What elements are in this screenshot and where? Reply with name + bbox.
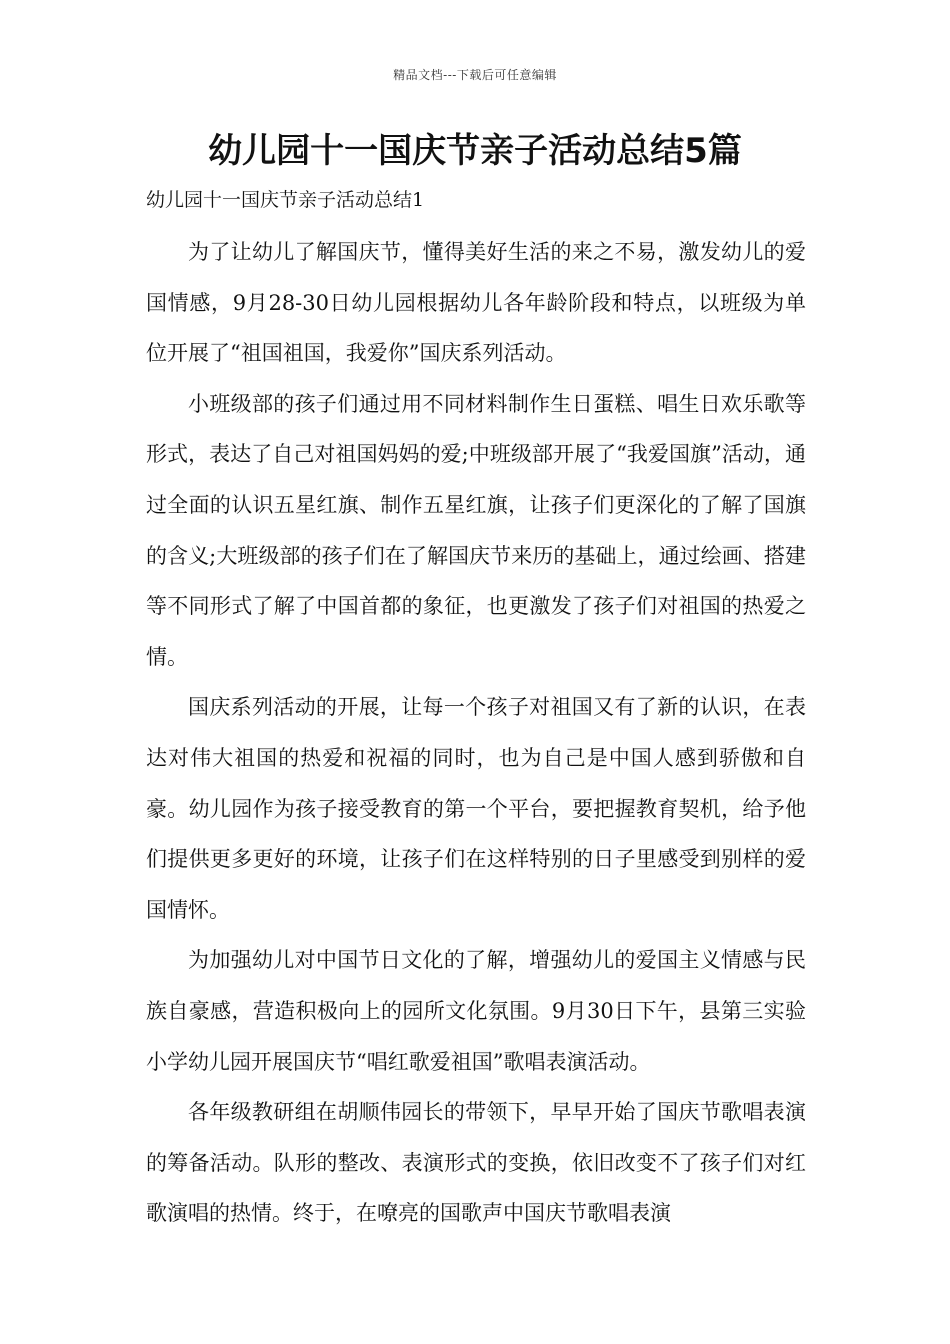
paragraph-5: 各年级教研组在胡顺伟园长的带领下，早早开始了国庆节歌唱表演的筹备活动。队形的整改、表演形式的变换，依旧改变不了孩子们对红歌演唱的热情。终于，在嘹亮的国歌声中国庆节歌唱表演: [146, 1100, 806, 1226]
document-title: 幼儿园十一国庆节亲子活动总结5篇: [208, 131, 742, 171]
paragraph-4: 为加强幼儿对中国节日文化的了解，增强幼儿的爱国主义情感与民族自豪感，营造积极向上的园所文化氛围。9月30日下午，县第三实验小学幼儿园开展国庆节“唱红歌爱祖国”歌唱表演活动。: [146, 948, 806, 1074]
paragraph-3: 国庆系列活动的开展，让每一个孩子对祖国又有了新的认识，在表达对伟大祖国的热爱和祝福的同时，也为自己是中国人感到骄傲和自豪。幼儿园作为孩子接受教育的第一个平台，要把握教育契机，给予他们提供更多更好的环境，让孩子们在这样特别的日子里感受到别样的爱国情怀。: [146, 695, 806, 922]
paragraph-2: 小班级部的孩子们通过用不同材料制作生日蛋糕、唱生日欢乐歌等形式，表达了自己对祖国妈妈的爱;中班级部开展了“我爱国旗”活动，通过全面的认识五星红旗、制作五星红旗，让孩子们更深化的了解了国旗的含义;大班级部的孩子们在了解国庆节来历的基础上，通过绘画、搭建等不同形式了解了中国首都的象征，也更激发了孩子们对祖国的热爱之情。: [146, 391, 806, 669]
header-note: 精品文档---下载后可任意编辑: [393, 68, 557, 82]
body-text: [146, 227, 806, 1239]
section-heading: 幼儿园十一国庆节亲子活动总结1: [146, 189, 425, 211]
paragraph-1: 为了让幼儿了解国庆节，懂得美好生活的来之不易，激发幼儿的爱国情感，9月28-30日幼儿园根据幼儿各年龄阶段和特点，以班级为单位开展了“祖国祖国，我爱你”国庆系列活动。: [146, 240, 806, 366]
